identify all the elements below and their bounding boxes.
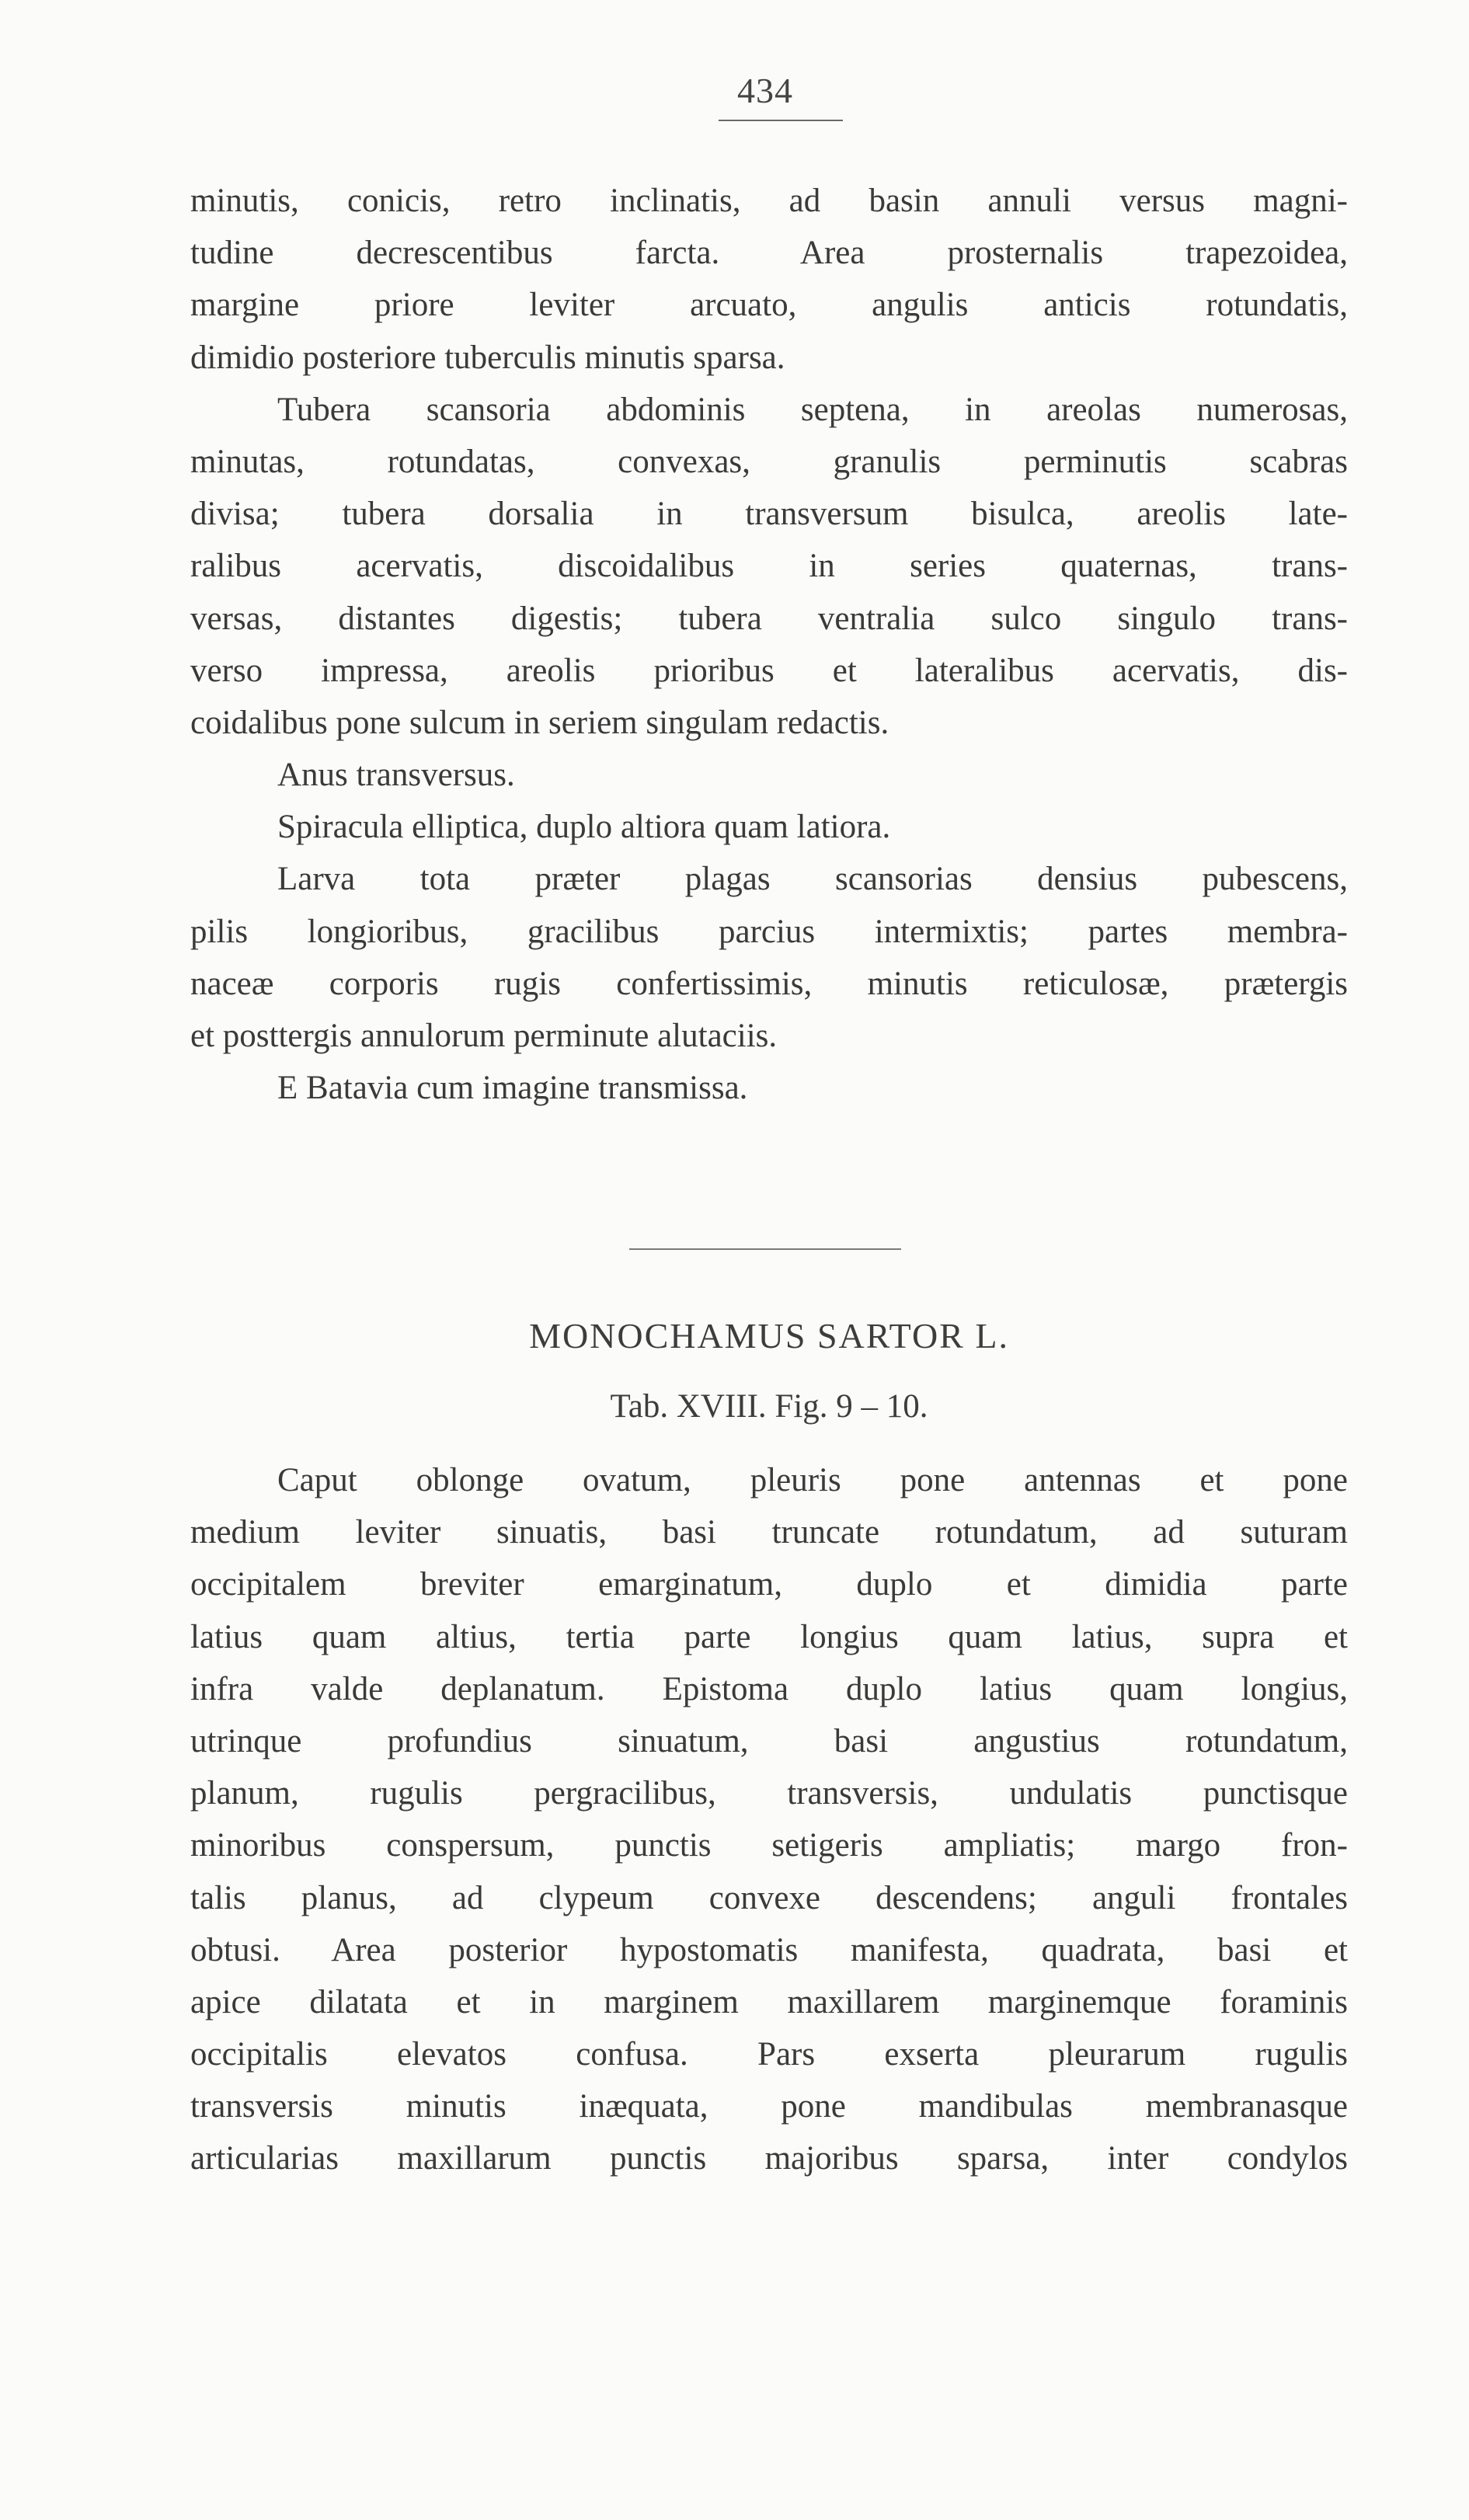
- text-line: planum, rugulis pergracilibus, transversis, undulatis punctisque: [190, 1775, 1348, 1812]
- text-line: minoribus conspersum, punctis setigeris ampliatis; margo fron-: [190, 1827, 1348, 1864]
- text-line: pilis longioribus, gracilibus parcius intermixtis; partes membra-: [190, 913, 1348, 950]
- text-line: occipitalem breviter emarginatum, duplo et dimidia parte: [190, 1566, 1348, 1603]
- paragraph: [190, 801, 1348, 853]
- paragraph: [190, 384, 1348, 749]
- paragraph: [190, 1454, 1348, 2185]
- paragraph: [190, 749, 1348, 801]
- text-line: versas, distantes digestis; tubera ventralia sulco singulo trans-: [190, 600, 1348, 637]
- text-line: Tubera scansoria abdominis septena, in areolas numerosas,: [277, 391, 1348, 428]
- text-line: obtusi. Area posterior hypostomatis manifesta, quadrata, basi et: [190, 1931, 1348, 1968]
- text-line: latius quam altius, tertia parte longius quam latius, supra et: [190, 1618, 1348, 1655]
- paragraph: [190, 1062, 1348, 1114]
- text-line: et posttergis annulorum perminute alutaciis.: [190, 1018, 778, 1054]
- section-title: MONOCHAMUS SARTOR L.: [529, 1316, 1009, 1356]
- text-line: naceæ corporis rugis confertissimis, minutis reticulosæ, prætergis: [190, 965, 1348, 1002]
- page-number: 434: [737, 71, 793, 110]
- text-line: minutas, rotundatas, convexas, granulis perminutis scabras: [190, 443, 1348, 480]
- paragraph: [190, 175, 1348, 384]
- section-divider: [629, 1248, 901, 1250]
- section-subtitle: Tab. XVIII. Fig. 9 – 10.: [610, 1388, 928, 1425]
- text-line: margine priore leviter arcuato, angulis anticis rotundatis,: [190, 287, 1348, 324]
- text-line: dimidio posteriore tuberculis minutis sparsa.: [190, 339, 785, 376]
- text-line: transversis minutis inæquata, pone mandibulas membranasque: [190, 2088, 1348, 2125]
- text-line: Anus transversus.: [277, 757, 515, 794]
- text-line: Larva tota præter plagas scansorias densius pubescens,: [277, 861, 1348, 898]
- page-number-rule: [719, 120, 843, 121]
- text-line: utrinque profundius sinuatum, basi angustius rotundatum,: [190, 1722, 1348, 1759]
- text-line: infra valde deplanatum. Epistoma duplo latius quam longius,: [190, 1670, 1348, 1707]
- text-line: occipitalis elevatos confusa. Pars exserta pleurarum rugulis: [190, 2036, 1348, 2073]
- text-line: minutis, conicis, retro inclinatis, ad basin annuli versus magni-: [190, 183, 1348, 219]
- paragraph: [190, 853, 1348, 1062]
- text-line: talis planus, ad clypeum convexe descendens; anguli frontales: [190, 1879, 1348, 1916]
- text-line: apice dilatata et in marginem maxillarem marginemque foraminis: [190, 1983, 1348, 2021]
- text-line: divisa; tubera dorsalia in transversum bisulca, areolis late-: [190, 496, 1348, 533]
- text-line: Spiracula elliptica, duplo altiora quam latiora.: [277, 809, 891, 846]
- text-line: articularias maxillarum punctis majoribus sparsa, inter condylos: [190, 2140, 1348, 2177]
- text-line: verso impressa, areolis prioribus et lateralibus acervatis, dis-: [190, 652, 1348, 689]
- text-line: coidalibus pone sulcum in seriem singulam redactis.: [190, 704, 889, 741]
- text-block-top: [190, 175, 1348, 1114]
- text-line: tudine decrescentibus farcta. Area prosternalis trapezoidea,: [190, 235, 1348, 272]
- text-line: medium leviter sinuatis, basi truncate rotundatum, ad suturam: [190, 1514, 1348, 1551]
- text-block-bottom: [190, 1454, 1348, 2185]
- text-line: ralibus acervatis, discoidalibus in series quaternas, trans-: [190, 548, 1348, 585]
- text-line: Caput oblonge ovatum, pleuris pone antennas et pone: [277, 1462, 1348, 1498]
- text-line: E Batavia cum imagine transmissa.: [277, 1070, 748, 1107]
